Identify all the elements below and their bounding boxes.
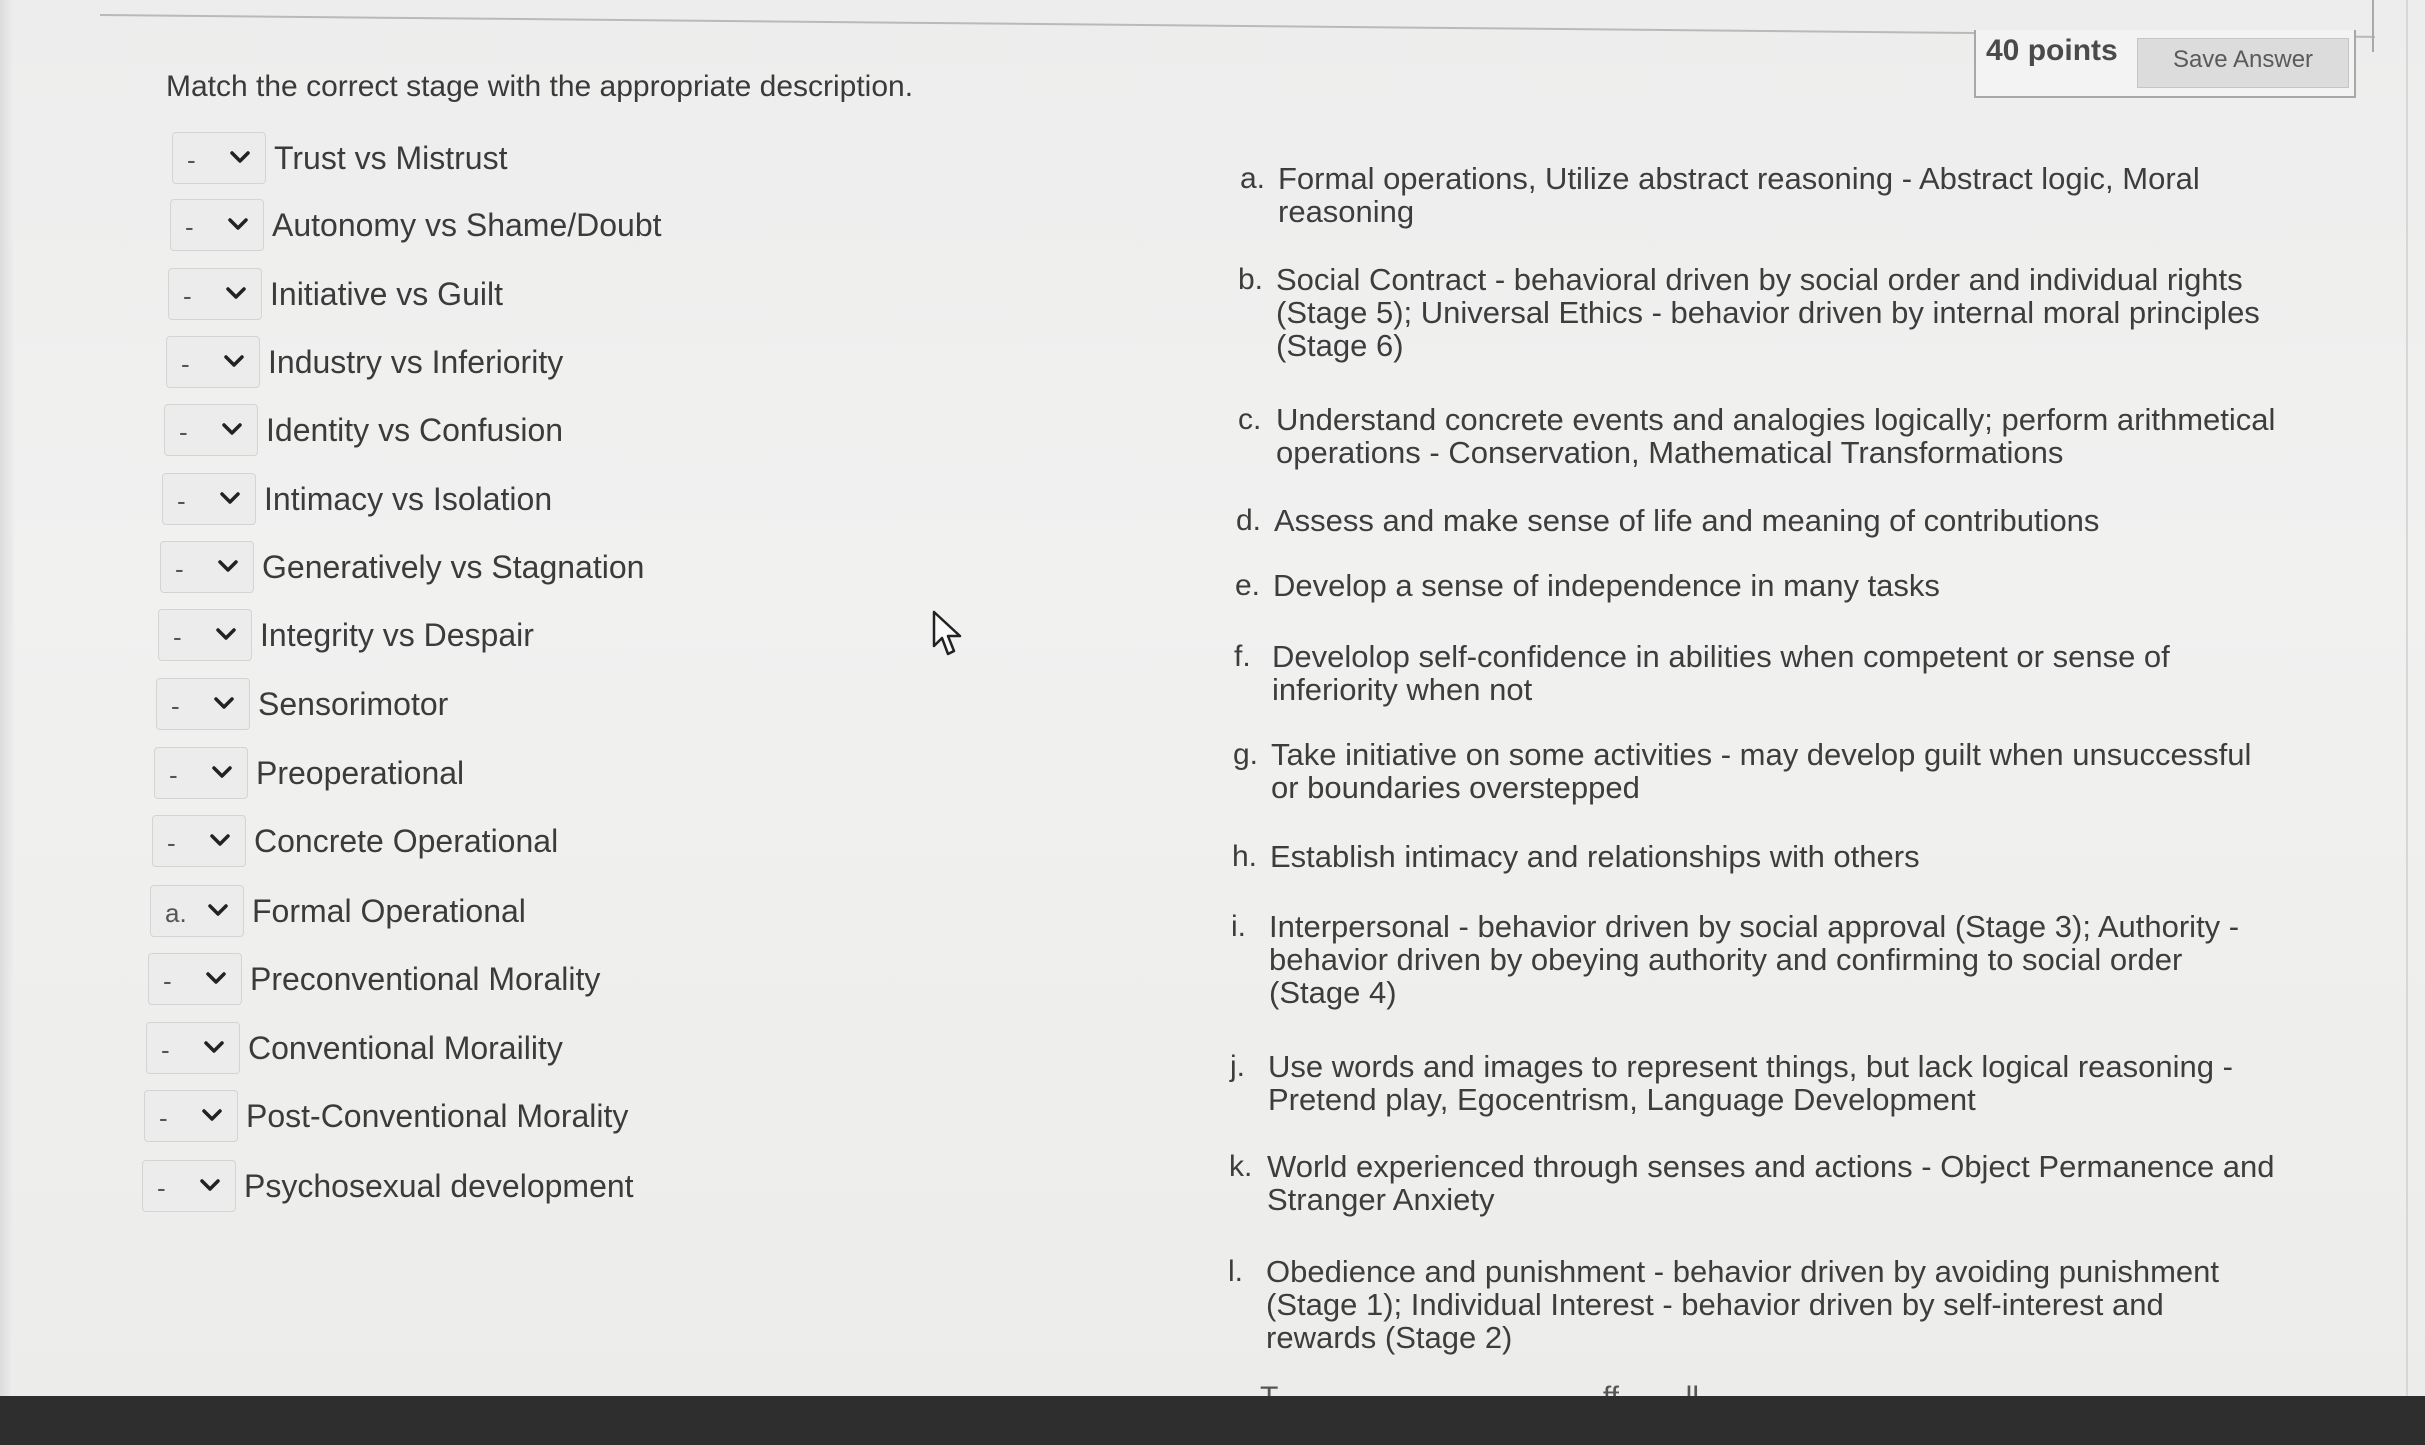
stage-answer-select[interactable] [156,678,250,730]
right-frame [2406,0,2408,1400]
chevron-down-icon [221,418,243,440]
description-letter: h. [1232,840,1258,873]
stage-answer-select[interactable] [170,199,264,251]
description-text: Develop a sense of independence in many tasks [1273,568,1940,603]
description-letter: i. [1231,910,1246,943]
select-value: - [159,1103,168,1133]
description-letter: d. [1236,504,1262,537]
stage-label: Trust vs Mistrust [274,139,508,176]
stage-label: Formal Operational [252,892,526,929]
chevron-down-icon [227,213,249,235]
select-value: - [167,828,176,858]
stage-answer-select[interactable] [152,815,246,867]
description-item [1234,640,2284,706]
stage-label: Post-Conventional Morality [246,1097,629,1134]
description-letter: e. [1235,569,1261,602]
description-text: Obedience and punishment - behavior driven by avoiding punishment (Stage 1); Individual Interest - behavior driven by self-interest and rewards (Stage 2) [1266,1254,2219,1355]
stage-label: Sensorimotor [258,685,449,722]
stage-answer-select[interactable] [142,1160,236,1212]
select-value: - [181,349,190,379]
description-item [1232,840,2282,873]
select-value: - [185,212,194,242]
stage-answer-select[interactable] [158,609,252,661]
description-text: World experienced through senses and actions - Object Permanence and Stranger Anxiety [1267,1149,2275,1217]
stage-row [162,473,552,525]
stage-label: Integrity vs Despair [260,616,534,653]
stage-answer-select[interactable] [144,1090,238,1142]
stage-row [154,747,464,799]
stage-row [172,132,507,184]
stage-row [170,199,662,251]
screen-bezel [0,1396,2425,1445]
description-item [1238,263,2288,362]
chevron-down-icon [219,487,241,509]
description-letter: j. [1230,1050,1245,1083]
description-text: Take initiative on some activities - may develop guilt when unsuccessful or boundaries overstepped [1271,737,2252,805]
description-letter: l. [1228,1255,1243,1288]
stage-answer-select[interactable] [160,541,254,593]
select-value: - [183,281,192,311]
mouse-cursor-icon [932,610,966,658]
stage-answer-select[interactable] [162,473,256,525]
stage-row [164,404,563,456]
select-value: - [187,145,196,175]
description-letter: g. [1233,738,1259,771]
chevron-down-icon [199,1174,221,1196]
chevron-down-icon [225,282,247,304]
description-item [1240,162,2290,228]
stage-row [152,815,558,867]
stage-label: Industry vs Inferiority [268,343,564,380]
stage-row [144,1090,628,1142]
stage-row [168,268,503,320]
stage-answer-select[interactable] [172,132,266,184]
stage-row [158,609,534,661]
select-value: - [161,1035,170,1065]
chevron-down-icon [205,967,227,989]
stage-row [148,953,600,1005]
stage-row [160,541,644,593]
stage-answer-select[interactable] [168,268,262,320]
left-edge [0,0,14,1400]
stage-row [156,678,448,730]
stage-row [150,885,526,937]
description-text: Use words and images to represent things, but lack logical reasoning - Pretend play, Egocentrism, Language Development [1268,1049,2233,1117]
description-letter: f. [1234,640,1251,673]
chevron-down-icon [217,555,239,577]
stage-row [146,1022,563,1074]
chevron-down-icon [211,761,233,783]
description-text: Formal operations, Utilize abstract reasoning - Abstract logic, Moral reasoning [1278,161,2200,229]
chevron-down-icon [207,899,229,921]
stage-row [166,336,563,388]
description-text: Understand concrete events and analogies logically; perform arithmetical operations - Conservation, Mathematical Transformations [1276,402,2276,470]
stage-answer-select[interactable] [154,747,248,799]
stage-label: Initiative vs Guilt [270,275,503,312]
chevron-down-icon [213,692,235,714]
stage-label: Preoperational [256,754,465,791]
description-letter: c. [1238,403,1262,436]
chevron-down-icon [223,350,245,372]
description-item [1230,1050,2280,1116]
description-letter: k. [1229,1150,1253,1183]
select-value: - [177,486,186,516]
description-item [1236,504,2286,537]
select-value: - [173,622,182,652]
stage-answer-select[interactable] [166,336,260,388]
description-text: Social Contract - behavioral driven by social order and individual rights (Stage 5); Universal Ethics - behavior driven by internal moral principles (Stage 6) [1276,262,2260,363]
stage-label: Conventional Moraility [248,1029,563,1066]
points-label: 40 points [1986,34,2118,67]
chevron-down-icon [201,1104,223,1126]
description-item [1229,1150,2279,1216]
description-text: Develolop self-confidence in abilities when competent or sense of inferiority when not [1272,639,2170,707]
chevron-down-icon [215,623,237,645]
chevron-down-icon [209,829,231,851]
stage-answer-select[interactable] [150,885,244,937]
description-letter: b. [1238,263,1264,296]
description-text: Establish intimacy and relationships with others [1270,839,1920,874]
description-letter: a. [1240,162,1266,195]
question-instruction: Match the correct stage with the appropriate description. [166,70,914,103]
select-value: - [157,1173,166,1203]
description-item [1228,1255,2278,1354]
description-text: Assess and make sense of life and meaning of contributions [1274,503,2100,538]
stage-row [142,1160,634,1212]
stage-answer-select[interactable] [146,1022,240,1074]
description-item [1238,403,2288,469]
stage-label: Intimacy vs Isolation [264,480,553,517]
save-answer-button[interactable]: Save Answer [2137,38,2349,88]
select-value: - [175,554,184,584]
description-item [1235,569,2285,602]
chevron-down-icon [203,1036,225,1058]
stage-answer-select[interactable] [148,953,242,1005]
select-value: - [163,966,172,996]
select-value: - [179,417,188,447]
stage-label: Identity vs Confusion [266,411,564,448]
stage-label: Concrete Operational [254,822,559,859]
cutoff-text [1260,1383,2260,1397]
stage-label: Psychosexual development [244,1167,634,1204]
description-text: Interpersonal - behavior driven by social approval (Stage 3); Authority - behavior driven by obeying authority and confirming to social order (Stage 4) [1269,909,2240,1010]
chevron-down-icon [229,146,251,168]
right-divider [2372,0,2374,52]
stage-label: Generatively vs Stagnation [262,548,645,585]
stage-label: Autonomy vs Shame/Doubt [272,206,662,243]
description-item [1231,910,2281,1009]
select-value: - [169,760,178,790]
select-value: a. [165,898,187,928]
description-item [1233,738,2283,804]
stage-answer-select[interactable] [164,404,258,456]
select-value: - [171,691,180,721]
stage-label: Preconventional Morality [250,960,601,997]
